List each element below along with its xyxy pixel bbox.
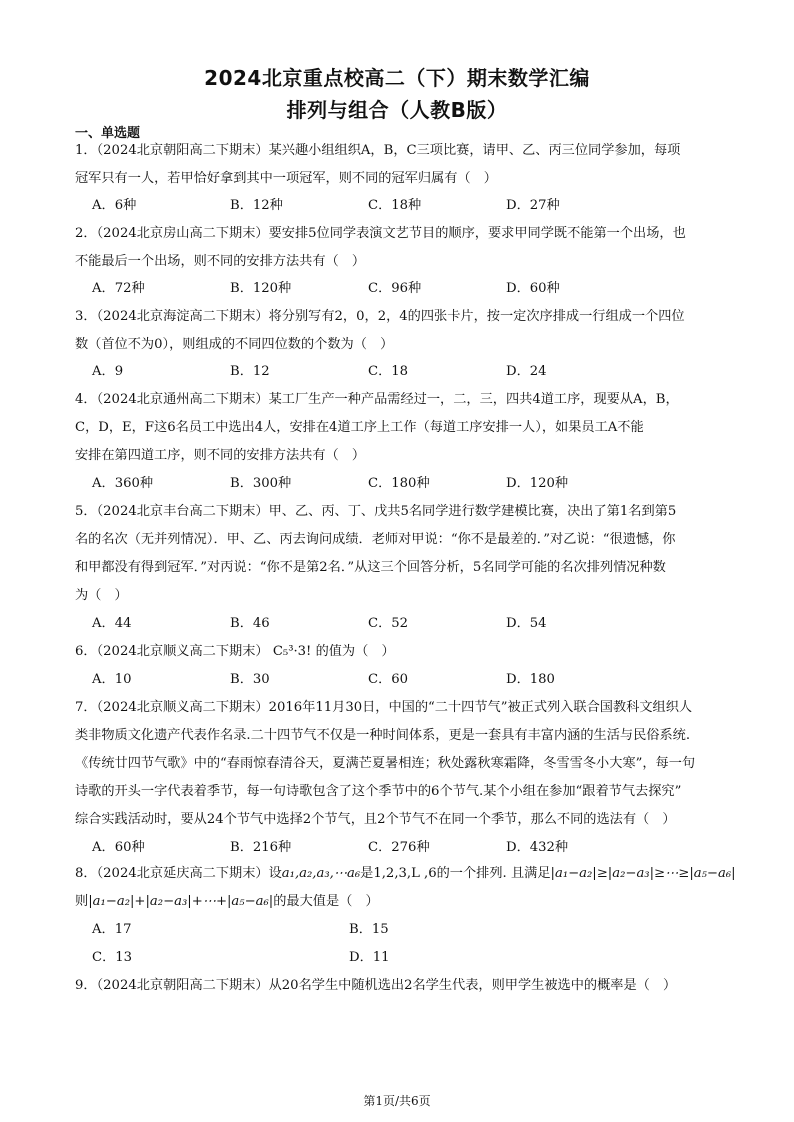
question-3-line-1: 3．（2024北京海淀高二下期末）将分别写有2，0，2，4的四张卡片，按一定次序排成一行组成一个四位: [75, 309, 685, 324]
sequence-expression: a₁,a₂,a₃,⋯a₆: [281, 866, 361, 881]
question-8-prefix: 8．（2024北京延庆高二下期末）设: [75, 866, 282, 881]
option-d: D．60种: [506, 281, 560, 296]
option-d: D．27种: [506, 198, 560, 213]
question-7-line-2: 类非物质文化遗产代表作名录.二十四节气不仅是一种时间体系，更是一套具有丰富内涵的生活与民俗系统.: [75, 728, 691, 743]
option-a: A．360种: [92, 476, 154, 491]
option-d: D．432种: [506, 840, 569, 855]
page-subtitle: 排列与组合（人教B版）: [286, 98, 508, 122]
condition-expression: |a₁−a₂|≥|a₂−a₃|≥⋯≥|a₅−a₆|: [550, 866, 736, 881]
combination-expression: C₅³·3!: [272, 644, 312, 659]
option-d: D．11: [349, 950, 390, 965]
question-7-line-5: 综合实践活动时，要从24个节气中选择2个节气，且2个节气不在同一个季节，那么不同的选法有（ ）: [75, 812, 676, 827]
question-1-line-2: 冠军只有一人，若甲恰好拿到其中一项冠军，则不同的冠军归属有（ ）: [75, 171, 497, 186]
option-a: A．60种: [92, 840, 145, 855]
page-title: 2024北京重点校高二（下）期末数学汇编: [204, 66, 590, 90]
section-heading: 一、单选题: [75, 126, 141, 141]
option-c: C．18种: [368, 198, 422, 213]
option-b: B．300种: [230, 476, 292, 491]
option-a: A．9: [92, 364, 124, 379]
option-c: C．52: [368, 616, 409, 631]
option-a: A．44: [92, 616, 132, 631]
page-footer: 第1页/共6页: [363, 1094, 431, 1108]
question-6-prefix: 6．（2024北京顺义高二下期末）: [75, 644, 269, 659]
option-b: B．46: [230, 616, 270, 631]
question-8-line-1: [75, 864, 736, 884]
option-a: A．17: [92, 922, 132, 937]
option-d: D．120种: [506, 476, 569, 491]
option-c: C．276种: [368, 840, 430, 855]
question-6-line-1: [75, 642, 725, 662]
question-1-line-1: 1．（2024北京朝阳高二下期末）某兴趣小组组织A，B，C三项比赛，请甲、乙、丙三位同学参加，每项: [75, 143, 681, 158]
question-4-line-2: C，D，E，F这6名员工中选出4人，安排在4道工序上工作（每道工序安排一人），如果员工A不能: [75, 420, 644, 435]
question-2-line-1: 2．（2024北京房山高二下期末）要安排5位同学表演文艺节目的顺序，要求甲同学既不能第一个出场，也: [75, 226, 686, 241]
option-a: A．6种: [92, 198, 137, 213]
option-c: C．96种: [368, 281, 422, 296]
option-c: C．180种: [368, 476, 430, 491]
option-b: B．120种: [230, 281, 292, 296]
option-c: C．18: [368, 364, 409, 379]
question-8-line2-prefix: 则: [75, 894, 89, 909]
option-a: A．10: [92, 672, 132, 687]
question-7-line-3: 《传统廿四节气歌》中的“春雨惊春清谷天，夏满芒夏暑相连；秋处露秋寒霜降，冬雪雪冬小大寒”，每一句: [75, 756, 696, 771]
option-b: B．12: [230, 364, 270, 379]
option-d: D．24: [506, 364, 547, 379]
option-c: C．13: [92, 950, 133, 965]
question-5-line-1: 5．（2024北京丰台高二下期末）甲、乙、丙、丁、戊共5名同学进行数学建模比赛，决出了第1名到第5: [75, 504, 677, 519]
option-a: A．72种: [92, 281, 145, 296]
option-c: C．60: [368, 672, 409, 687]
sum-expression: |a₁−a₂|+|a₂−a₃|+⋯+|a₅−a₆|: [88, 894, 274, 909]
question-8-line2-suffix: 的最大值是（ ）: [273, 894, 379, 909]
question-8-line-2: [75, 892, 725, 912]
option-b: B．12种: [230, 198, 283, 213]
question-4-line-3: 安排在第四道工序，则不同的安排方法共有（ ）: [75, 448, 366, 463]
question-4-line-1: 4．（2024北京通州高二下期末）某工厂生产一种产品需经过一，二，三，四共4道工序，现要从A，B，: [75, 392, 679, 407]
option-d: D．180: [506, 672, 555, 687]
question-5-line-3: 和甲都没有得到冠军．”对丙说：“你不是第2名．”从这三个回答分析，5名同学可能的名次排列情况种数: [75, 560, 666, 575]
question-2-line-2: 不能最后一个出场，则不同的安排方法共有（ ）: [75, 254, 366, 269]
option-d: D．54: [506, 616, 547, 631]
option-b: B．216种: [230, 840, 292, 855]
question-5-line-2: 名的名次（无并列情况）．甲、乙、丙去询问成绩．老师对甲说：“你不是最差的．”对乙说：“很遗憾，你: [75, 532, 676, 547]
option-b: B．15: [349, 922, 389, 937]
question-5-line-4: 为（ ）: [75, 588, 128, 603]
question-3-line-2: 数（首位不为0），则组成的不同四位数的个数为（ ）: [75, 337, 394, 352]
question-7-line-1: 7．（2024北京顺义高二下期末）2016年11月30日，中国的“二十四节气”被正式列入联合国教科文组织人: [75, 700, 693, 715]
question-8-mid: 是1,2,3,L ,6的一个排列. 且满足: [360, 866, 551, 881]
question-7-line-4: 诗歌的开头一字代表着季节，每一句诗歌包含了这个季节中的6个节气.某个小组在参加“跟着节气去探究”: [75, 784, 682, 799]
question-6-suffix: 的值为（ ）: [315, 644, 395, 659]
option-b: B．30: [230, 672, 270, 687]
question-9-line-1: 9．（2024北京朝阳高二下期末）从20名学生中随机选出2名学生代表，则甲学生被选中的概率是（ ）: [75, 978, 677, 993]
